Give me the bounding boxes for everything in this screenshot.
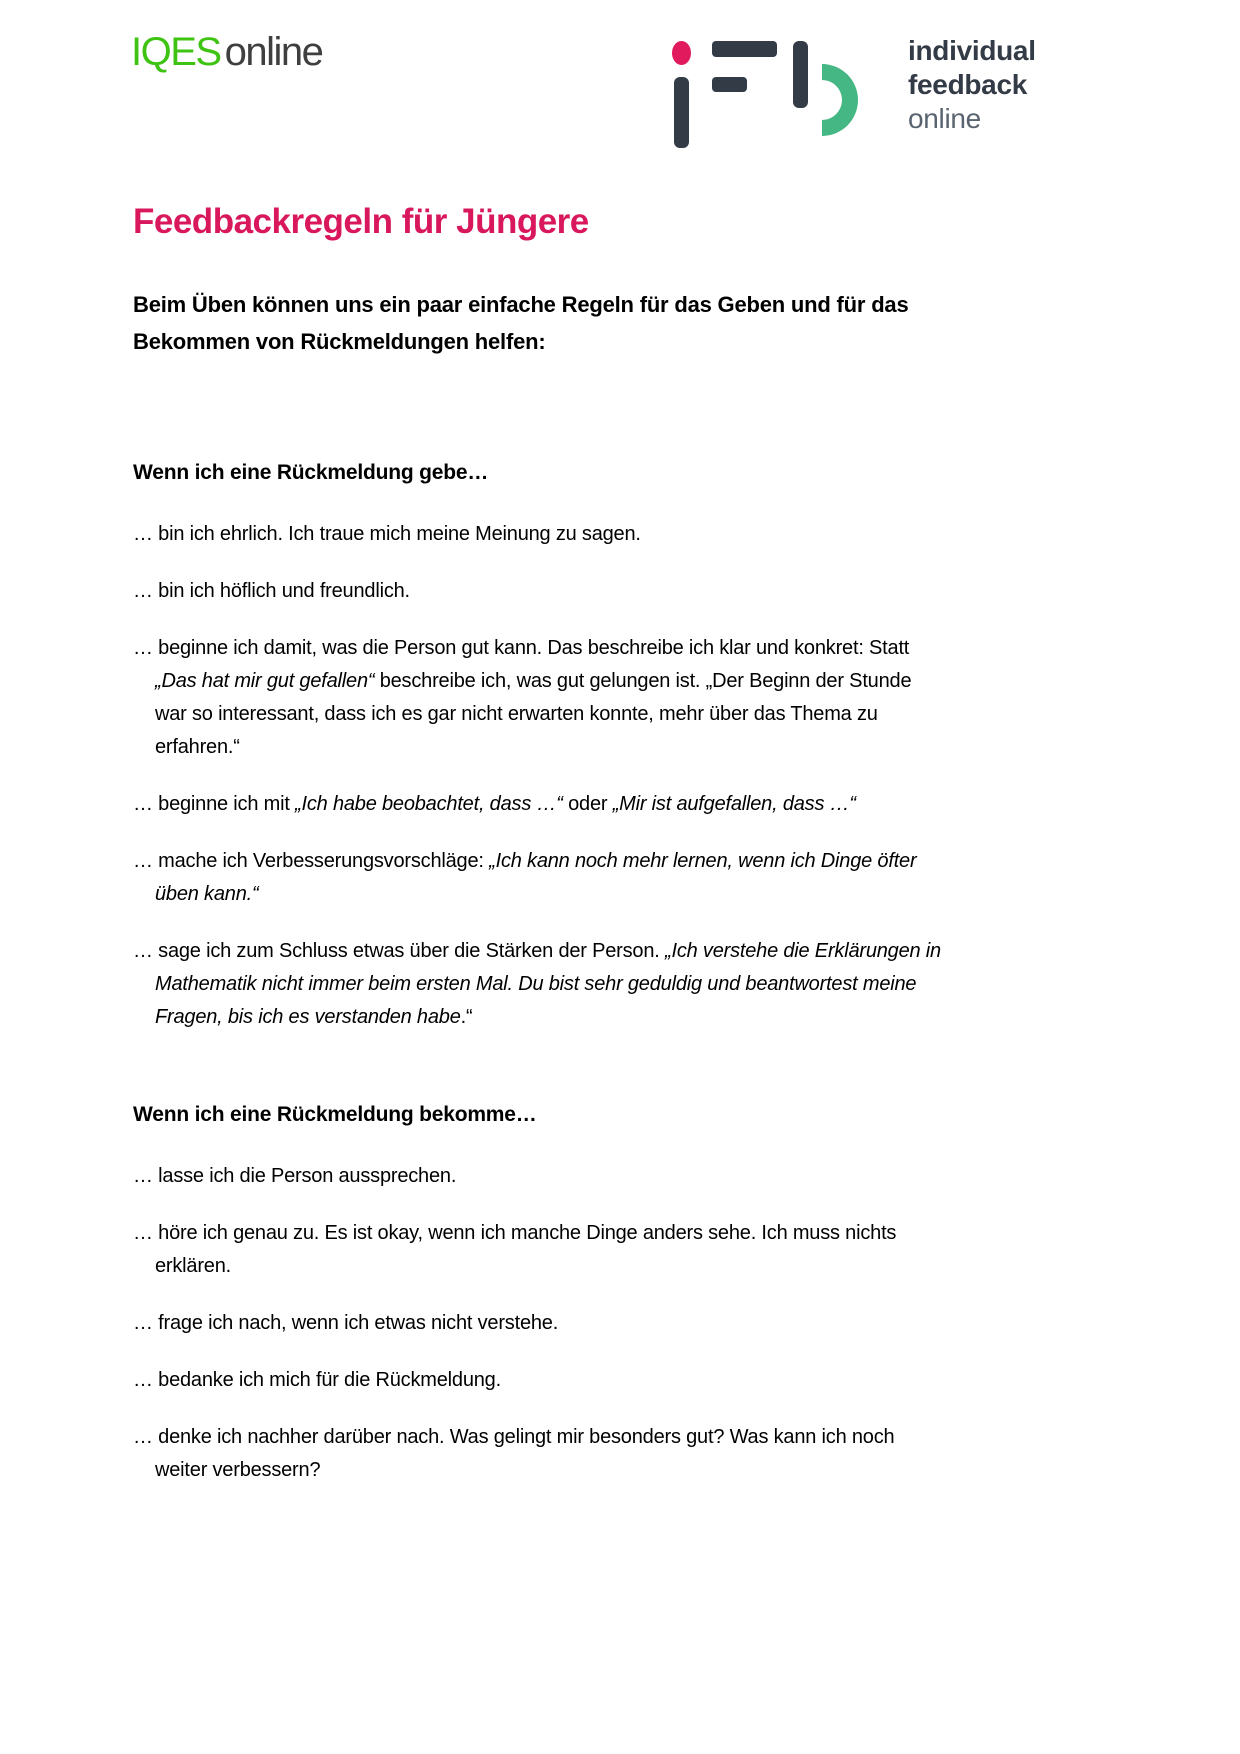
iqes-online-logo	[131, 30, 322, 74]
ifb-logo-dot-icon	[672, 41, 691, 65]
feedback-rule: … frage ich nach, wenn ich etwas nicht verstehe.	[133, 1312, 559, 1334]
section-receiving-feedback	[133, 1100, 1118, 1487]
feedback-rule: … beginne ich damit, was die Person gut kann. Das beschreibe ich klar und konkret: Statt „Das hat mir gut gefallen“ beschreibe ich, was gut gelungen ist. „Der Beginn der Stunde war so interessant, dass ich es gar nicht erwarten konnte, mehr über das Thema zu erfahren.“	[133, 637, 912, 758]
feedback-rule: … bin ich ehrlich. Ich traue mich meine Meinung zu sagen.	[133, 523, 641, 545]
ifb-logo-f-mid-bar	[712, 77, 747, 92]
iqes-logo-online-text: online	[224, 30, 323, 74]
section-heading-receive: Wenn ich eine Rückmeldung bekomme…	[133, 1103, 537, 1126]
ifb-logo-icon	[672, 40, 862, 140]
ifb-logo-b-stem	[793, 41, 808, 108]
feedback-rule: … denke ich nachher darüber nach. Was gelingt mir besonders gut? Was kann ich noch weiter verbessern?	[133, 1426, 895, 1481]
section-heading-give: Wenn ich eine Rückmeldung gebe…	[133, 461, 489, 484]
ifb-logo-wordmark	[908, 34, 1036, 136]
feedback-rule: … bin ich höflich und freundlich.	[133, 580, 410, 602]
feedback-rule: … höre ich genau zu. Es ist okay, wenn ich manche Dinge anders sehe. Ich muss nichts erklären.	[133, 1222, 897, 1277]
iqes-logo-text: IQES	[131, 30, 221, 74]
ifb-logo-i-stem	[674, 77, 689, 148]
intro-paragraph: Beim Üben können uns ein paar einfache Regeln für das Geben und für das Bekommen von Rückmeldungen helfen:	[133, 292, 909, 354]
ifb-wordmark-online: online	[908, 103, 981, 134]
ifb-logo-b-bowl-icon	[822, 63, 860, 137]
document-content	[133, 200, 1118, 1511]
ifb-wordmark-individual: individual	[908, 35, 1036, 66]
ifb-logo-f-top-bar	[712, 41, 777, 57]
feedback-rule: … sage ich zum Schluss etwas über die Stärken der Person. „Ich verstehe die Erklärungen in Mathematik nicht immer beim ersten Mal. Du bist sehr geduldig und beantwortest meine Fragen, bis ich es verstanden habe.“	[133, 940, 941, 1028]
feedback-rule: … bedanke ich mich für die Rückmeldung.	[133, 1369, 501, 1391]
ifb-wordmark-feedback: feedback	[908, 69, 1027, 100]
feedback-rule: … beginne ich mit „Ich habe beobachtet, dass …“ oder „Mir ist aufgefallen, dass …“	[133, 793, 856, 815]
section-giving-feedback	[133, 458, 1118, 1034]
feedback-rule: … mache ich Verbesserungsvorschläge: „Ich kann noch mehr lernen, wenn ich Dinge öfter üben kann.“	[133, 850, 917, 905]
page-title: Feedbackregeln für Jüngere	[133, 202, 589, 241]
feedback-rule: … lasse ich die Person aussprechen.	[133, 1165, 457, 1187]
